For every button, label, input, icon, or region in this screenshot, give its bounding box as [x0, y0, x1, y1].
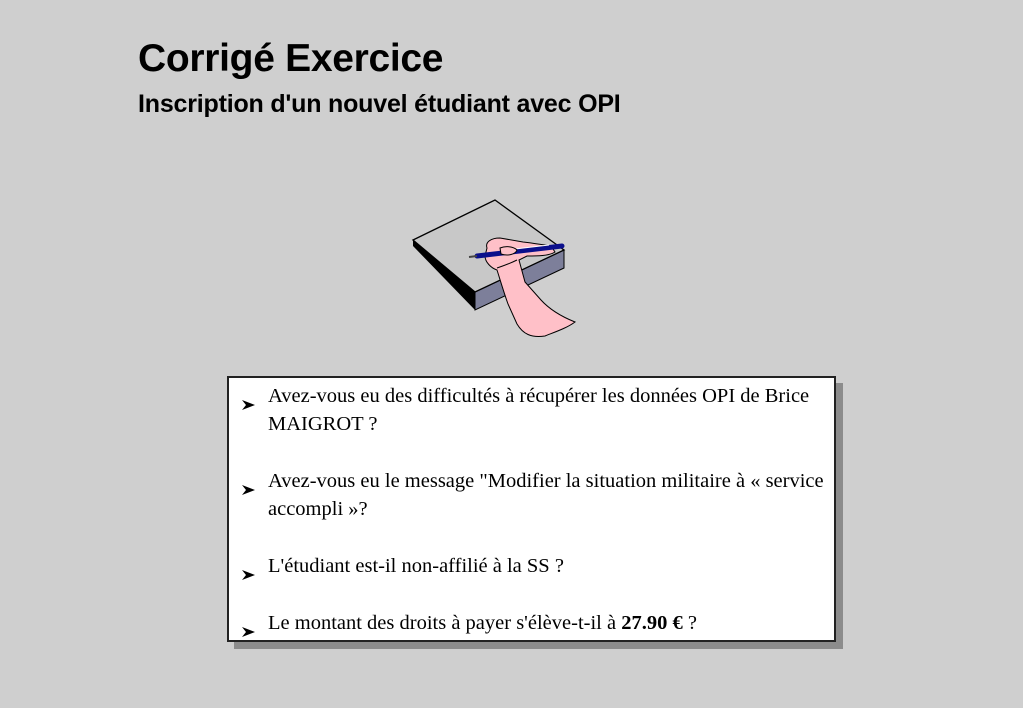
list-item	[239, 552, 826, 580]
arrow-bullet-icon	[241, 476, 256, 504]
arrow-bullet-icon	[241, 561, 256, 589]
list-item	[239, 467, 826, 523]
question-text: L'étudiant est-il non-affilié à la SS ?	[268, 555, 564, 577]
question-list	[229, 378, 834, 637]
list-item	[239, 382, 826, 438]
question-text-end: ?	[687, 612, 697, 634]
question-text: Le montant des droits à payer s'élève-t-il à	[268, 612, 617, 634]
slide-title: Corrigé Exercice	[138, 37, 444, 80]
question-box	[227, 376, 836, 642]
hand-writing-on-notebook-icon	[405, 190, 580, 350]
slide-subtitle: Inscription d'un nouvel étudiant avec OPI	[138, 90, 621, 118]
list-item	[239, 609, 826, 637]
amount-value: 27.90 €	[621, 612, 683, 634]
question-text: Avez-vous eu le message "Modifier la situation militaire à « service accompli »?	[268, 470, 824, 520]
arrow-bullet-icon	[241, 391, 256, 419]
arrow-bullet-icon	[241, 618, 256, 646]
question-text: Avez-vous eu des difficultés à récupérer les données OPI de Brice MAIGROT ?	[268, 385, 810, 435]
